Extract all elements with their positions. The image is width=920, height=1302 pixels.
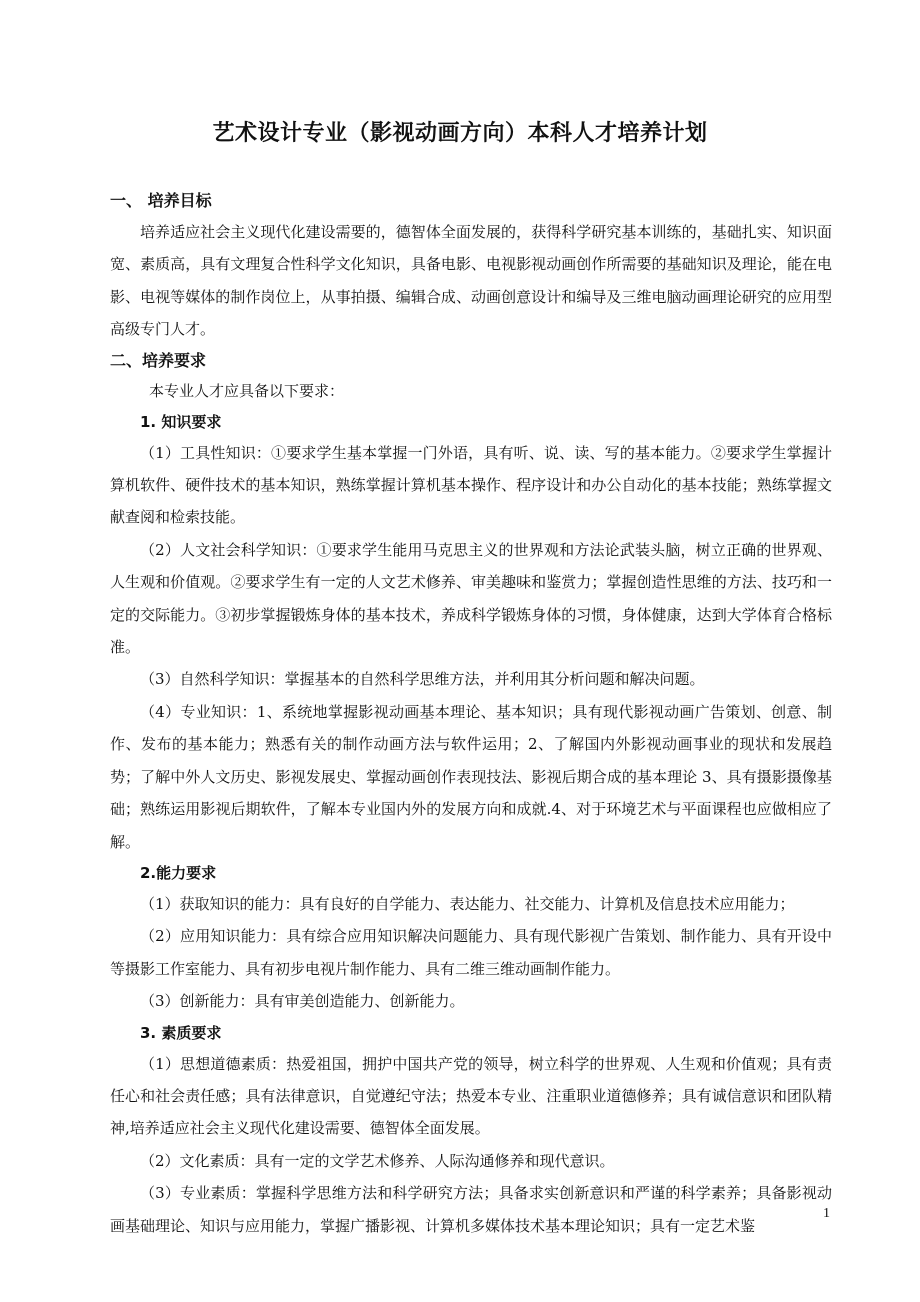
knowledge-item: （1）工具性知识：①要求学生基本掌握一门外语，具有听、说、读、写的基本能力。②要求学生掌握计算机软件、硬件技术的基本知识，熟练掌握计算机基本操作、程序设计和办公自动化的基本技能；熟练掌握文献查阅和检索技能。 [110, 443, 832, 527]
document-body [110, 186, 832, 1242]
knowledge-item: （3）自然科学知识：掌握基本的自然科学思维方法，并利用其分析问题和解决问题。 [140, 670, 705, 689]
page-number: 1 [823, 1206, 830, 1221]
training-goal-paragraph: 培养适应社会主义现代化建设需要的，德智体全面发展的，获得科学研究基本训练的，基础扎实、知识面宽、素质高，具有文理复合性科学文化知识，具备电影、电视影视动画创作所需要的基础知识及理论，能在电影、电视等媒体的制作岗位上，从事拍摄、编辑合成、动画创意设计和编导及三维电脑动画理论研究的应用型高级专门人才。 [110, 223, 832, 339]
ability-item: （2）应用知识能力：具有综合应用知识解决问题能力、具有现代影视广告策划、制作能力、具有开设中等摄影工作室能力、具有初步电视片制作能力、具有二维三维动画制作能力。 [110, 927, 832, 978]
quality-item: （2）文化素质：具有一定的文学艺术修养、人际沟通修养和现代意识。 [140, 1151, 615, 1170]
knowledge-item: （4）专业知识：1、系统地掌握影视动画基本理论、基本知识；具有现代影视动画广告策划、创意、制作、发布的基本能力；熟悉有关的制作动画方法与软件运用；2、了解国内外影视动画事业的现状和发展趋势；了解中外人文历史、影视发展史、掌握动画创作表现技法、影视后期合成的基本理论 3、具有摄影摄像基础；熟练运用影视后期软件，了解本专业国内外的发展方向和成就.4、对于环境艺术与平面课程也应做相应了解。 [110, 702, 832, 851]
subheading-quality: 3. 素质要求 [140, 1023, 222, 1042]
quality-item: （3）专业素质：掌握科学思维方法和科学研究方法；具备求实创新意识和严谨的科学素养；具备影视动画基础理论、知识与应用能力，掌握广播影视、计算机多媒体技术基本理论知识；具有一定艺术鉴 [110, 1184, 832, 1235]
quality-item: （1）思想道德素质：热爱祖国，拥护中国共产党的领导，树立科学的世界观、人生观和价值观；具有责任心和社会责任感；具有法律意识，自觉遵纪守法；热爱本专业、注重职业道德修养；具有诚信意识和团队精神,培养适应社会主义现代化建设需要、德智体全面发展。 [110, 1054, 832, 1138]
ability-item: （1）获取知识的能力：具有良好的自学能力、表达能力、社交能力、计算机及信息技术应用能力； [140, 894, 795, 913]
subheading-ability: 2.能力要求 [140, 863, 217, 882]
knowledge-item: （2）人文社会科学知识：①要求学生能用马克思主义的世界观和方法论武装头脑，树立正确的世界观、人生观和价值观。②要求学生有一定的人文艺术修养、审美趣味和鉴赏力；掌握创造性思维的方法、技巧和一定的交际能力。③初步掌握锻炼身体的基本技术，养成科学锻炼身体的习惯，身体健康，达到大学体育合格标准。 [110, 540, 832, 657]
document-title: 艺术设计专业（影视动画方向）本科人才培养计划 [212, 121, 708, 146]
ability-item: （3）创新能力：具有审美创造能力、创新能力。 [140, 992, 465, 1011]
section-heading-training-requirements: 二、培养要求 [110, 350, 207, 370]
section-heading-training-goal: 一、 培养目标 [110, 191, 212, 210]
requirements-intro: 本专业人才应具备以下要求： [149, 381, 345, 400]
subheading-knowledge: 1. 知识要求 [140, 412, 222, 431]
